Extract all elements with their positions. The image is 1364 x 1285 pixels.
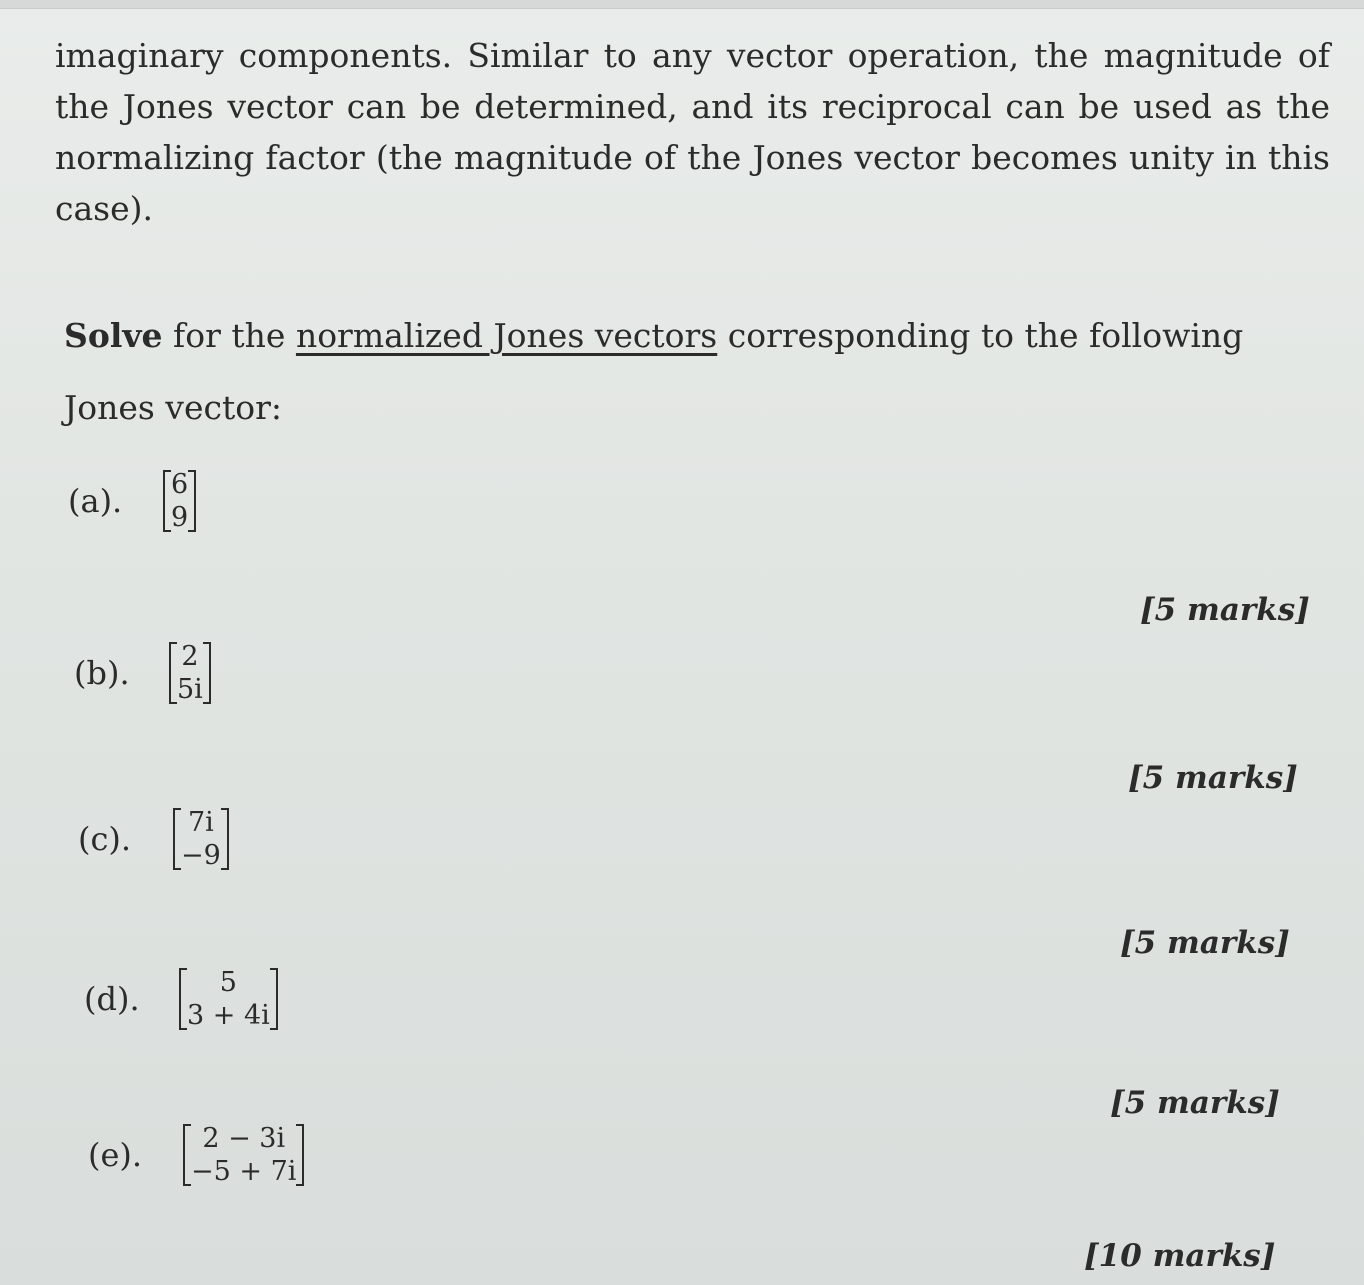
vector-top: 2 − 3i bbox=[202, 1123, 286, 1154]
marks-label: [5 marks] bbox=[1120, 925, 1290, 961]
jones-vector bbox=[179, 966, 278, 1032]
jones-vector bbox=[163, 468, 196, 534]
vector-bottom: −5 + 7i bbox=[191, 1156, 297, 1187]
item-a bbox=[68, 468, 196, 534]
item-label: (e). bbox=[88, 1136, 143, 1174]
vector-top: 2 bbox=[181, 641, 199, 672]
question-underlined: normalized Jones vectors bbox=[295, 316, 718, 355]
vector-top: 7i bbox=[187, 807, 214, 838]
item-d bbox=[84, 966, 278, 1032]
question-pre: for the bbox=[162, 316, 296, 355]
question-prompt bbox=[64, 300, 1314, 444]
marks-label: [5 marks] bbox=[1140, 592, 1310, 628]
question-post: corresponding to the following Jones vector: bbox=[64, 316, 1244, 427]
question-bold: Solve bbox=[64, 316, 163, 355]
item-label: (a). bbox=[68, 482, 123, 520]
top-rule bbox=[0, 0, 1364, 9]
vector-bottom: 5i bbox=[177, 674, 203, 705]
vector-top: 6 bbox=[171, 469, 189, 500]
vector-top: 5 bbox=[219, 967, 237, 998]
jones-vector bbox=[169, 640, 211, 706]
marks-label: [5 marks] bbox=[1110, 1085, 1280, 1121]
item-c bbox=[78, 806, 229, 872]
vector-bottom: 3 + 4i bbox=[187, 1000, 270, 1031]
vector-bottom: −9 bbox=[181, 840, 221, 871]
vector-bottom: 9 bbox=[171, 502, 189, 533]
item-e bbox=[88, 1122, 304, 1188]
item-label: (b). bbox=[74, 654, 130, 692]
item-b bbox=[74, 640, 211, 706]
item-label: (c). bbox=[78, 820, 132, 858]
item-label: (d). bbox=[84, 980, 140, 1018]
jones-vector bbox=[173, 806, 229, 872]
jones-vector bbox=[183, 1122, 304, 1188]
intro-paragraph: imaginary components. Similar to any vector operation, the magnitude of the Jones vector can be determined, and its reciprocal can be used as the normalizing factor (the magnitude of the Jones vector becomes unity in this case). bbox=[55, 36, 1330, 228]
marks-label: [5 marks] bbox=[1128, 760, 1298, 796]
marks-label: [10 marks] bbox=[1084, 1238, 1276, 1274]
